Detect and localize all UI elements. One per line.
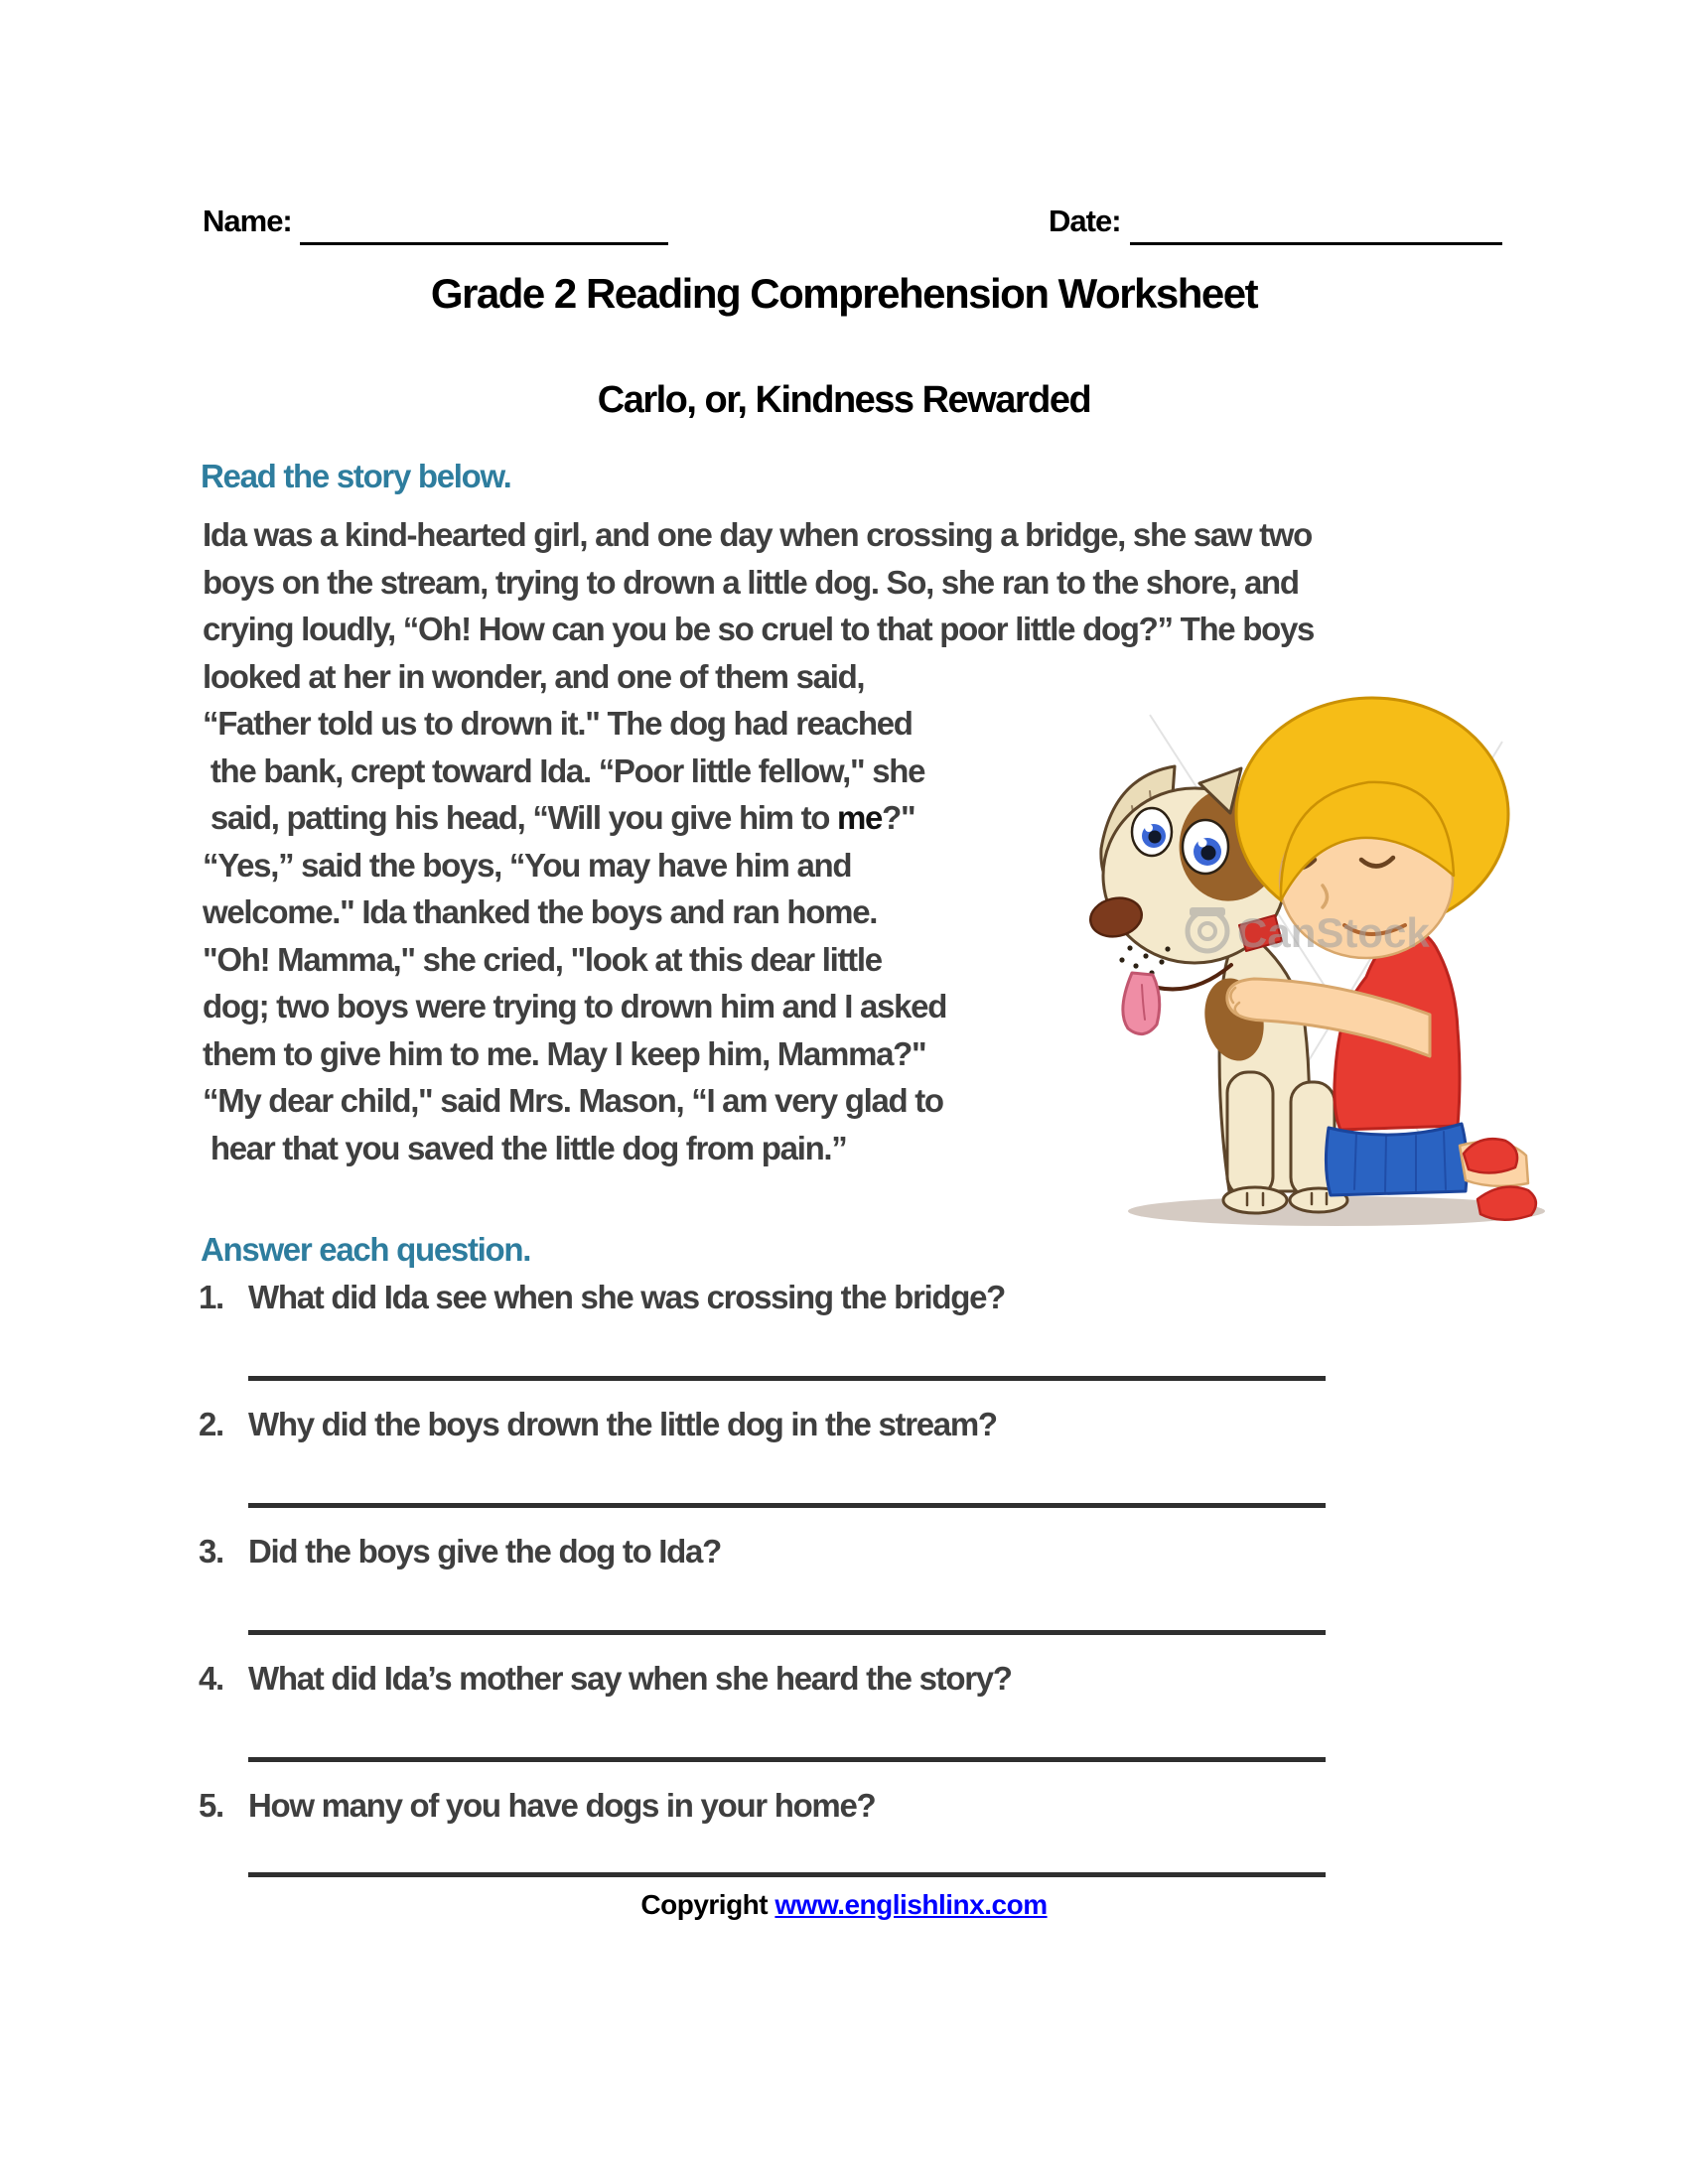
name-blank-line bbox=[300, 205, 668, 245]
story-line: hear that you saved the little dog from pain.” bbox=[203, 1129, 847, 1166]
page-title: Grade 2 Reading Comprehension Worksheet bbox=[430, 270, 1258, 317]
story-line: welcome." Ida thanked the boys and ran home. bbox=[203, 893, 878, 930]
question-number: 1. bbox=[199, 1279, 223, 1315]
question-text: Did the boys give the dog to Ida? bbox=[248, 1533, 721, 1570]
copyright-link[interactable]: www.englishlinx.com bbox=[774, 1889, 1048, 1920]
copyright-row bbox=[0, 1889, 1688, 1921]
question-number: 5. bbox=[199, 1787, 223, 1824]
dog-right-eye bbox=[1183, 820, 1228, 874]
watermark-text: CanStock bbox=[1237, 909, 1430, 956]
question-item bbox=[199, 1406, 997, 1443]
question-text: How many of you have dogs in your home? bbox=[248, 1787, 876, 1824]
story-title: Carlo, or, Kindness Rewarded bbox=[597, 379, 1091, 421]
story-line: boys on the stream, trying to drown a little dog. So, she ran to the shore, and bbox=[203, 563, 1299, 601]
story-line: crying loudly, “Oh! How can you be so cruel to that poor little dog?” The boys bbox=[203, 611, 1315, 647]
story-line: “My dear child," said Mrs. Mason, “I am very glad to bbox=[203, 1082, 943, 1119]
story-line: them to give him to me. May I keep him, Mamma?" bbox=[203, 1034, 926, 1072]
dog-left-eye bbox=[1132, 808, 1172, 856]
story-line: the bank, crept toward Ida. “Poor little fellow," she bbox=[203, 751, 925, 789]
story-line: Ida was a kind-hearted girl, and one day when crossing a bridge, she saw two bbox=[203, 516, 1312, 553]
answer-blank-line bbox=[248, 1757, 1326, 1762]
story-line: “Yes,” said the boys, “You may have him and bbox=[203, 846, 852, 884]
date-label: Date: bbox=[1049, 204, 1121, 238]
question-item bbox=[199, 1787, 875, 1825]
answer-blank-line bbox=[248, 1630, 1326, 1635]
story-line: looked at her in wonder, and one of them said, bbox=[203, 657, 865, 695]
questions-instruction: Answer each question. bbox=[201, 1231, 531, 1268]
story-segment: said, patting his head, “Will you give him to bbox=[203, 799, 838, 836]
story-line: dog; two boys were trying to drown him and I asked bbox=[203, 988, 947, 1024]
answer-blank-line bbox=[248, 1872, 1326, 1877]
question-item bbox=[199, 1660, 1012, 1698]
name-label: Name: bbox=[203, 204, 292, 238]
answer-blank-line bbox=[248, 1503, 1326, 1508]
story-illustration bbox=[1080, 687, 1557, 1228]
question-number: 3. bbox=[199, 1533, 223, 1570]
question-text: Why did the boys drown the little dog in the stream? bbox=[248, 1406, 997, 1442]
story-line: “Father told us to drown it." The dog had reached bbox=[203, 705, 913, 742]
question-item bbox=[199, 1533, 721, 1570]
story-instruction: Read the story below. bbox=[201, 458, 511, 494]
answer-blank-line bbox=[248, 1376, 1326, 1381]
question-number: 4. bbox=[199, 1660, 223, 1697]
question-text: What did Ida’s mother say when she heard the story? bbox=[248, 1660, 1012, 1697]
question-item bbox=[199, 1279, 1005, 1316]
copyright-label: Copyright bbox=[640, 1889, 775, 1920]
story-segment: ?" bbox=[882, 799, 915, 836]
date-blank-line bbox=[1130, 205, 1502, 245]
story-line: "Oh! Mamma," she cried, "look at this dear little bbox=[203, 940, 882, 978]
question-text: What did Ida see when she was crossing the bridge? bbox=[248, 1279, 1005, 1315]
story-emphasis-word: me bbox=[837, 799, 883, 836]
question-number: 2. bbox=[199, 1406, 223, 1442]
